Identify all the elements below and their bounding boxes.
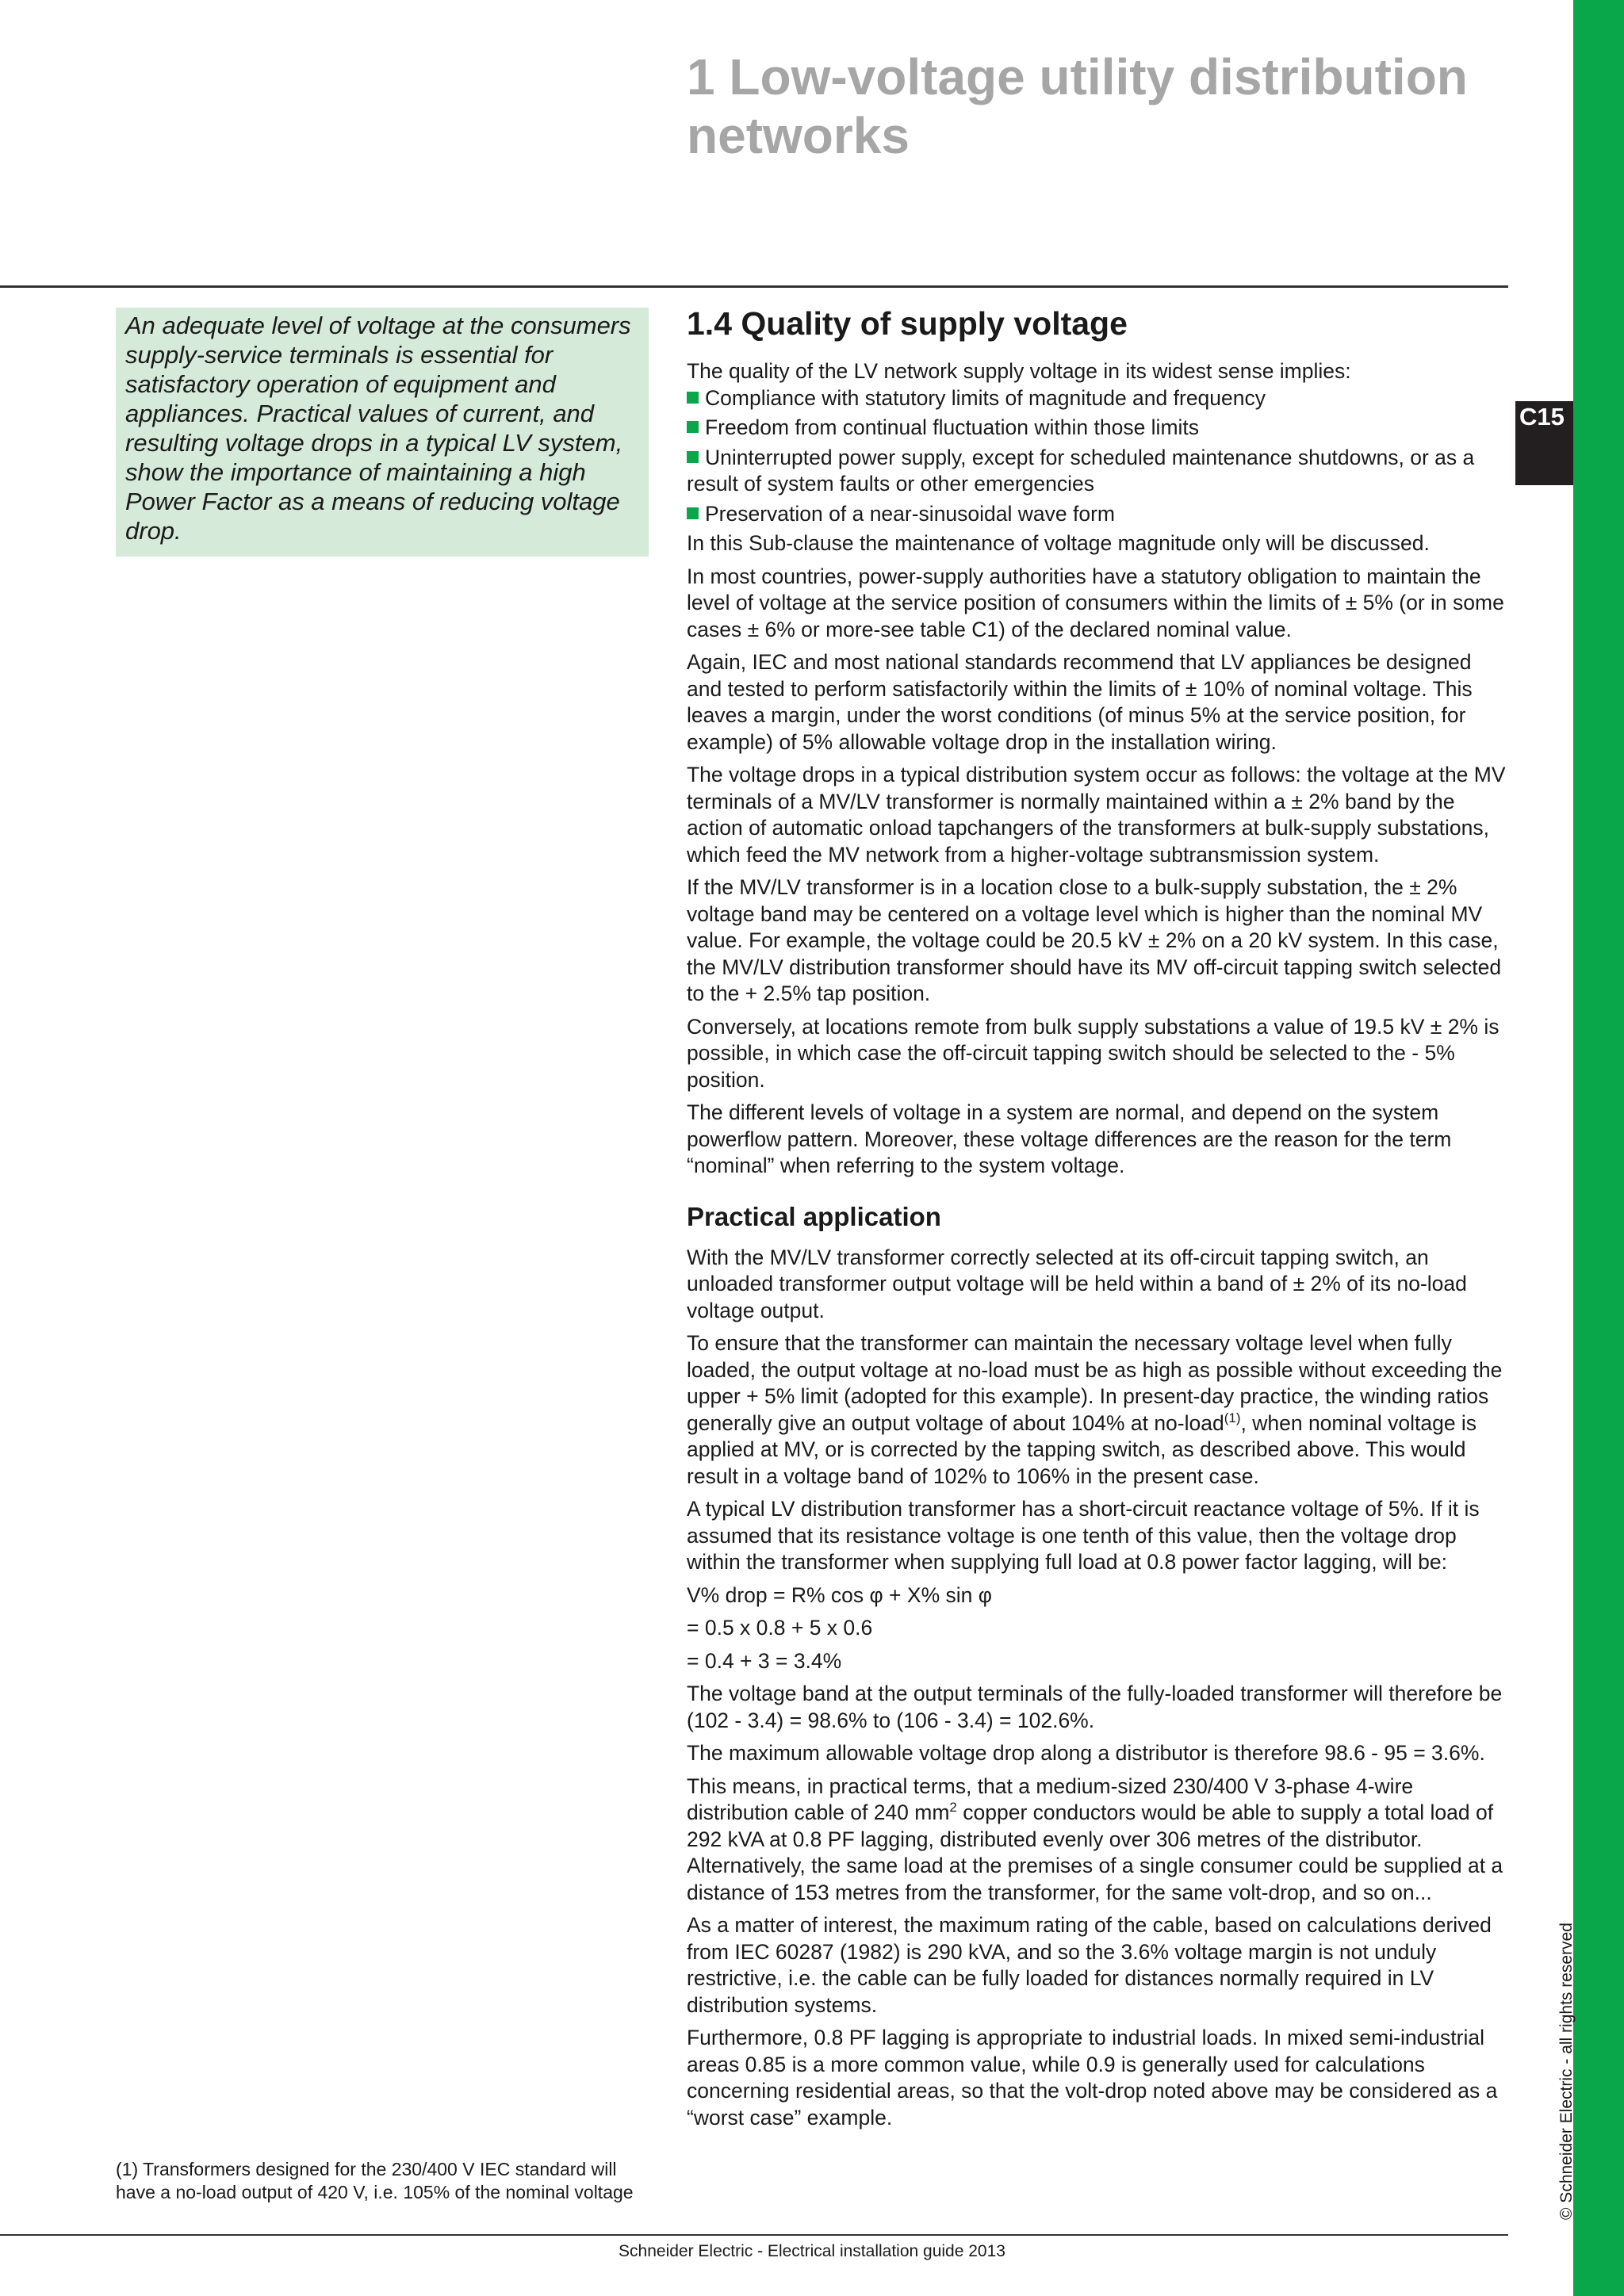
footnote: (1) Transformers designed for the 230/400 V IEC standard will have a no-load output of 420 V, i.e. 105% of the nominal voltage [116, 2159, 634, 2202]
bottom-divider [0, 2234, 1508, 2236]
subsection-heading: Practical application [687, 1201, 941, 1231]
equation-line: V% drop = R% cos φ + X% sin φ [687, 1582, 992, 1607]
footnote-reference: (1) [1224, 1410, 1241, 1425]
paragraph: The voltage drops in a typical distribution system occur as follows: the voltage at the MV terminals of a MV/LV transformer is normally maintained within a ± 2% band by the action of automatic onload tapchangers of the transformers at bulk-supply substations, which feed the MV network from a higher-voltage subtransmission system. [687, 763, 1506, 867]
bullet-item: Freedom from continual fluctuation within those limits [687, 415, 1508, 442]
paragraph: The maximum allowable voltage drop along a distributor is therefore 98.6 - 95 = 3.6%. [687, 1741, 1485, 1765]
main-content [687, 300, 1508, 2137]
copyright-notice: © Schneider Electric - all rights reserved [1557, 1923, 1576, 2220]
section-heading: 1.4 Quality of supply voltage [687, 305, 1128, 342]
equation-line: = 0.4 + 3 = 3.4% [687, 1648, 842, 1673]
paragraph-with-footnote-ref: To ensure that the transformer can maintain the necessary voltage level when fully loaded, the output voltage at no-load must be as high as possible without exceeding the upper + 5% limit (adopted for this example). In present-day practice, the winding ratios generally give an output voltage of about 104% at no-load$^{(1)}$, when nominal voltage is applied at MV, or is corrected by the tapping switch, as described above. This would result in a voltage band of 102% to 106% in the present case. [687, 1331, 1503, 1488]
paragraph: Furthermore, 0.8 PF lagging is appropriate to industrial loads. In mixed semi-industrial areas 0.85 is a more common value, while 0.9 is generally used for calculations concerning residential areas, so that the volt-drop noted above may be considered as a “worst case” example. [687, 2026, 1498, 2130]
page-footer: Schneider Electric - Electrical installation guide 2013 [619, 2242, 1005, 2260]
green-side-bar [1573, 0, 1624, 2296]
section-intro: The quality of the LV network supply voltage in its widest sense implies: [687, 359, 1351, 383]
sidebar-summary-box: An adequate level of voltage at the consumers supply-service terminals is essential for satisfactory operation of equipment and appliances. Practical values of current, and resulting voltage drops in a typical LV system, show the importance of maintaining a high Power Factor as a means of reducing voltage drop. [116, 308, 649, 557]
paragraph: A typical LV distribution transformer has a short-circuit reactance voltage of 5%. If it is assumed that its resistance voltage is one tenth of this value, then the voltage drop within the transformer when supplying full load at 0.8 power factor lagging, will be: [687, 1497, 1480, 1574]
paragraph: In most countries, power-supply authorities have a statutory obligation to maintain the level of voltage at the service position of consumers within the limits of ± 5% (or in some cases ± 6% or more-see table C1) of the declared nominal value. [687, 564, 1504, 641]
top-divider [0, 285, 1508, 288]
chapter-title: 1 Low-voltage utility distribution networks [687, 48, 1468, 164]
paragraph: As a matter of interest, the maximum rating of the cable, based on calculations derived from IEC 60287 (1982) is 290 kVA, and so the 3.6% voltage margin is not unduly restrictive, i.e. the cable can be fully loaded for distances normally required in LV distribution systems. [687, 1913, 1492, 2017]
superscript: 2 [949, 1800, 957, 1816]
bullet-item: Uninterrupted power supply, except for scheduled maintenance shutdowns, or as a result of system faults or other emergencies [687, 445, 1475, 496]
paragraph: This means, in practical terms, that a medium-sized 230/400 V 3-phase 4-wire distribution cable of 240 $mm^2$ copper conductors would be able to supply a total load of 292 kVA at 0.8 PF lagging, distributed evenly over 306 metres of the distributor. Alternatively, the same load at the premises of a single consumer could be supplied at a distance of 153 metres from the transformer, for the same volt-drop, and so on... [687, 1774, 1503, 1904]
paragraph: If the MV/LV transformer is in a location close to a bulk-supply substation, the ± 2% voltage band may be centered on a voltage level which is higher than the nominal MV value. For example, the voltage could be 20.5 kV ± 2% on a 20 kV system. In this case, the MV/LV distribution transformer should have its MV off-circuit tapping switch selected to the + 2.5% tap position. [687, 875, 1502, 1005]
equation-line: = 0.5 x 0.8 + 5 x 0.6 [687, 1616, 873, 1640]
green-square-bullet-icon [687, 421, 699, 433]
paragraph: Again, IEC and most national standards recommend that LV appliances be designed and tested to perform satisfactorily within the limits of ± 10% of nominal voltage. This leaves a margin, under the worst conditions (of minus 5% at the service position, for example) of 5% allowable voltage drop in the installation wiring. [687, 650, 1473, 754]
green-square-bullet-icon [687, 507, 699, 519]
bullet-item: Compliance with statutory limits of magnitude and frequency [687, 385, 1508, 412]
paragraph: The voltage band at the output terminals of the fully-loaded transformer will therefore be (102 - 3.4) = 98.6% to (106 - 3.4) = 102.6%. [687, 1682, 1503, 1732]
green-square-bullet-icon [687, 451, 699, 463]
green-square-bullet-icon [687, 392, 699, 404]
paragraph: Conversely, at locations remote from bulk supply substations a value of 19.5 kV ± 2% is possible, in which case the off-circuit tapping switch should be selected to the - 5% position. [687, 1014, 1500, 1092]
paragraph: In this Sub-clause the maintenance of voltage magnitude only will be discussed. [687, 531, 1430, 555]
paragraph: The different levels of voltage in a system are normal, and depend on the system powerflow pattern. Moreover, these voltage differences are the reason for the term “nominal” when referring to the system voltage. [687, 1100, 1452, 1177]
bullet-item: Preservation of a near-sinusoidal wave form [687, 501, 1508, 528]
page-number-tab: C15 [1515, 401, 1573, 485]
paragraph: With the MV/LV transformer correctly selected at its off-circuit tapping switch, an unloaded transformer output voltage will be held within a band of ± 2% of its no-load voltage output. [687, 1245, 1467, 1322]
